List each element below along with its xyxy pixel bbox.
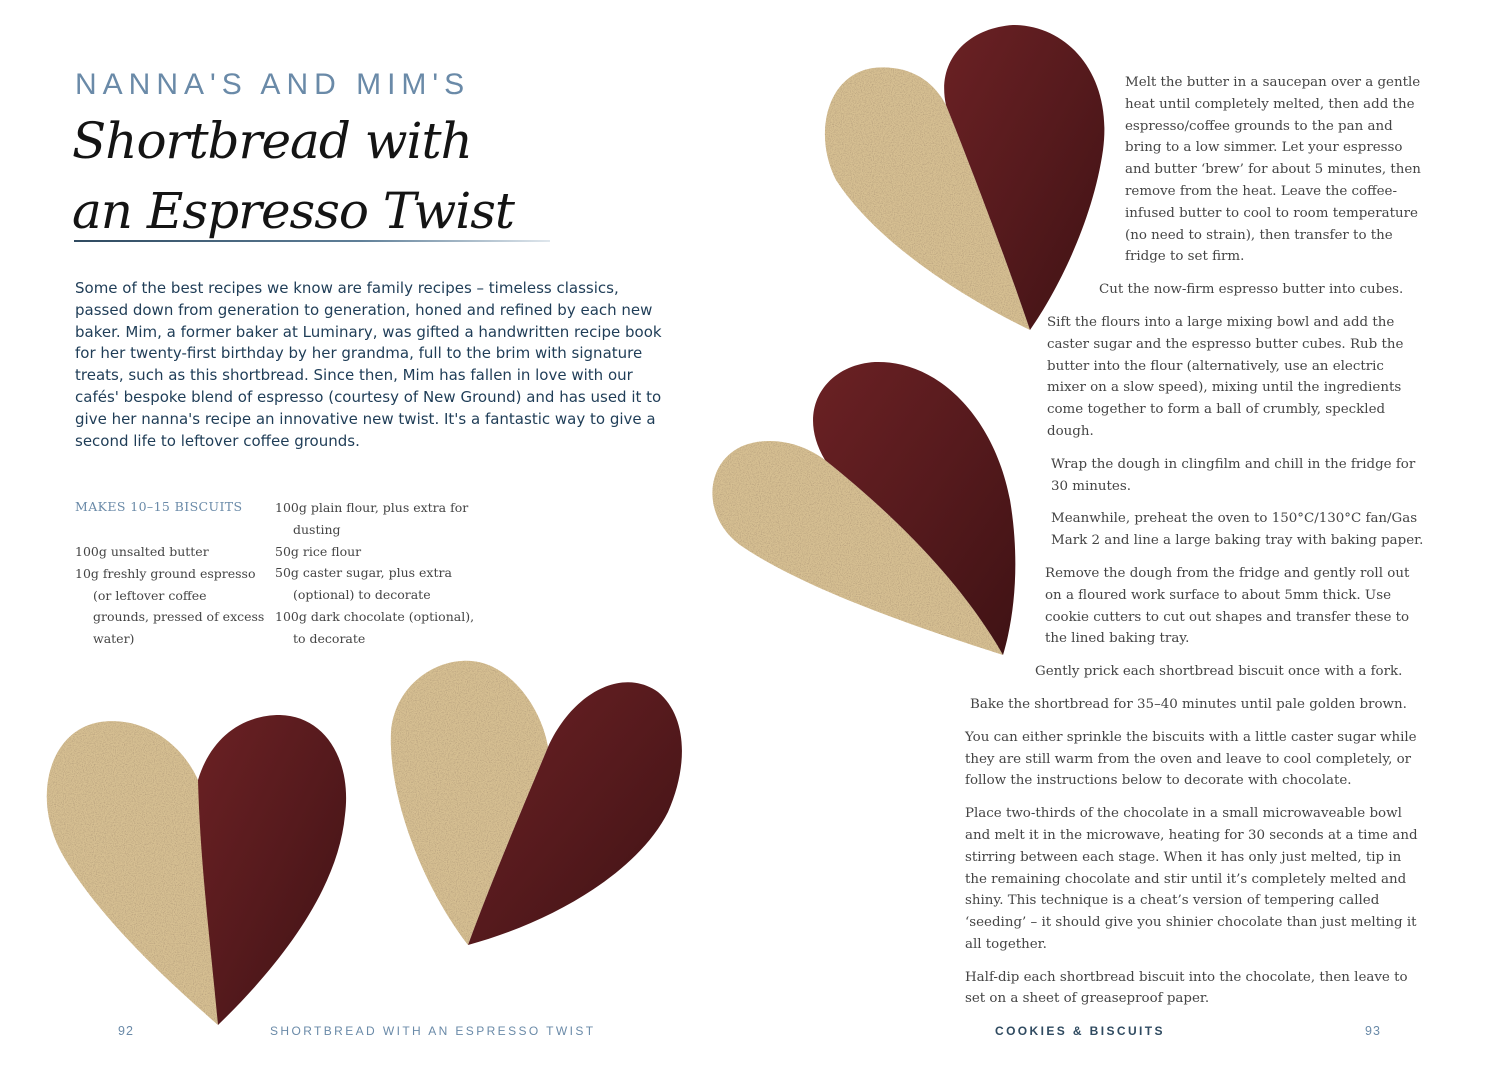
biscuit-image-1 (40, 700, 360, 1030)
ingredient-item: 50g caster sugar, plus extra (optional) to decorate (275, 565, 452, 603)
method-step: Gently prick each shortbread biscuit once with a fork. (1035, 664, 1403, 680)
method-step: Remove the dough from the fridge and gently roll out on a floured work surface to about 5mm thick. Use cookie cutters to cut out shapes and transfer these to the lined baking tray. (1045, 565, 1410, 647)
method-step: Meanwhile, preheat the oven to 150°C/130°C fan/Gas Mark 2 and line a large baking tray with baking paper. (1051, 511, 1424, 549)
chocolate-half (198, 715, 346, 1025)
method-step: You can either sprinkle the biscuits with a little caster sugar while they are still warm from the oven and leave to cool completely, or follow the instructions below to decorate with chocolate. (965, 729, 1417, 789)
method-step: Half-dip each shortbread biscuit into the chocolate, then leave to set on a sheet of greaseproof paper. (965, 969, 1408, 1007)
recipe-title-line2: an Espresso Twist (72, 182, 514, 240)
method-step: Place two-thirds of the chocolate in a small microwaveable bowl and melt it in the microwave, heating for 30 seconds at a time and stirring between each stage. When it has only just melted, tip in the remaining chocolate and stir until it’s completely melted and shiny. This technique is a cheat’s version of tempering called ‘seeding’ – it should give you shinier chocolate than just melting it all together. (965, 806, 1418, 952)
footer-section-title: COOKIES & BISCUITS (995, 1024, 1165, 1038)
footer-recipe-title: SHORTBREAD WITH AN ESPRESSO TWIST (270, 1024, 596, 1038)
shortbread-half (47, 721, 218, 1025)
biscuit-image-2 (383, 637, 693, 952)
method-step: Melt the butter in a saucepan over a gentle heat until completely melted, then add the espresso/coffee grounds to the pan and bring to a low simmer. Let your espresso and butter ‘brew’ for about 5 minutes, then remove from the heat. Leave the coffee-infused butter to cool to room temperature (no need to strain), then transfer to the fridge to set firm. (1125, 75, 1421, 265)
ingredient-item: 10g freshly ground espresso (or leftover coffee grounds, pressed of excess water) (75, 565, 265, 647)
recipe-kicker: NANNA'S AND MIM'S (75, 68, 471, 101)
ingredient-item: 50g rice flour (275, 543, 362, 559)
title-underline (74, 240, 550, 242)
method-step: Sift the flours into a large mixing bowl and add the caster sugar and the espresso butter cubes. Rub the butter into the flour (alternatively, use an electric mixer on a slow speed), mixing until the ingredients come together to form a ball of crumbly, speckled dough. (1047, 314, 1404, 439)
ingredient-item: 100g unsalted butter (75, 544, 209, 559)
page-number-left: 92 (118, 1024, 134, 1038)
ingredient-item: 100g plain flour, plus extra for dusting (275, 500, 469, 537)
servings-label: MAKES 10–15 BISCUITS (75, 499, 243, 514)
method-step: Cut the now-firm espresso butter into cubes. (1099, 282, 1404, 298)
ingredients-list-1 (75, 541, 265, 650)
intro-paragraph: Some of the best recipes we know are family recipes – timeless classics, passed down from generation to generation, honed and refined by each new baker. Mim, a former baker at Luminary, was gifted a handwritten recipe book for her twenty-first birthday by her grandma, full to the brim with signature treats, such as this shortbread. Since then, Mim has fallen in love with our cafés' bespoke blend of espresso (courtesy of New Ground) and has used it to give her nanna's recipe an innovative new twist. It's a fantastic way to give a second life to leftover coffee grounds. (75, 279, 662, 450)
method-steps (965, 72, 1425, 1021)
ingredients-list-2 (275, 497, 475, 650)
method-step: Wrap the dough in clingfilm and chill in the fridge for 30 minutes. (1051, 456, 1416, 494)
recipe-title-line1: Shortbread with (72, 112, 472, 170)
page-number-right: 93 (1365, 1024, 1381, 1038)
method-step: Bake the shortbread for 35–40 minutes until pale golden brown. (970, 696, 1407, 712)
ingredient-item: 100g dark chocolate (optional), to decorate (275, 608, 475, 646)
